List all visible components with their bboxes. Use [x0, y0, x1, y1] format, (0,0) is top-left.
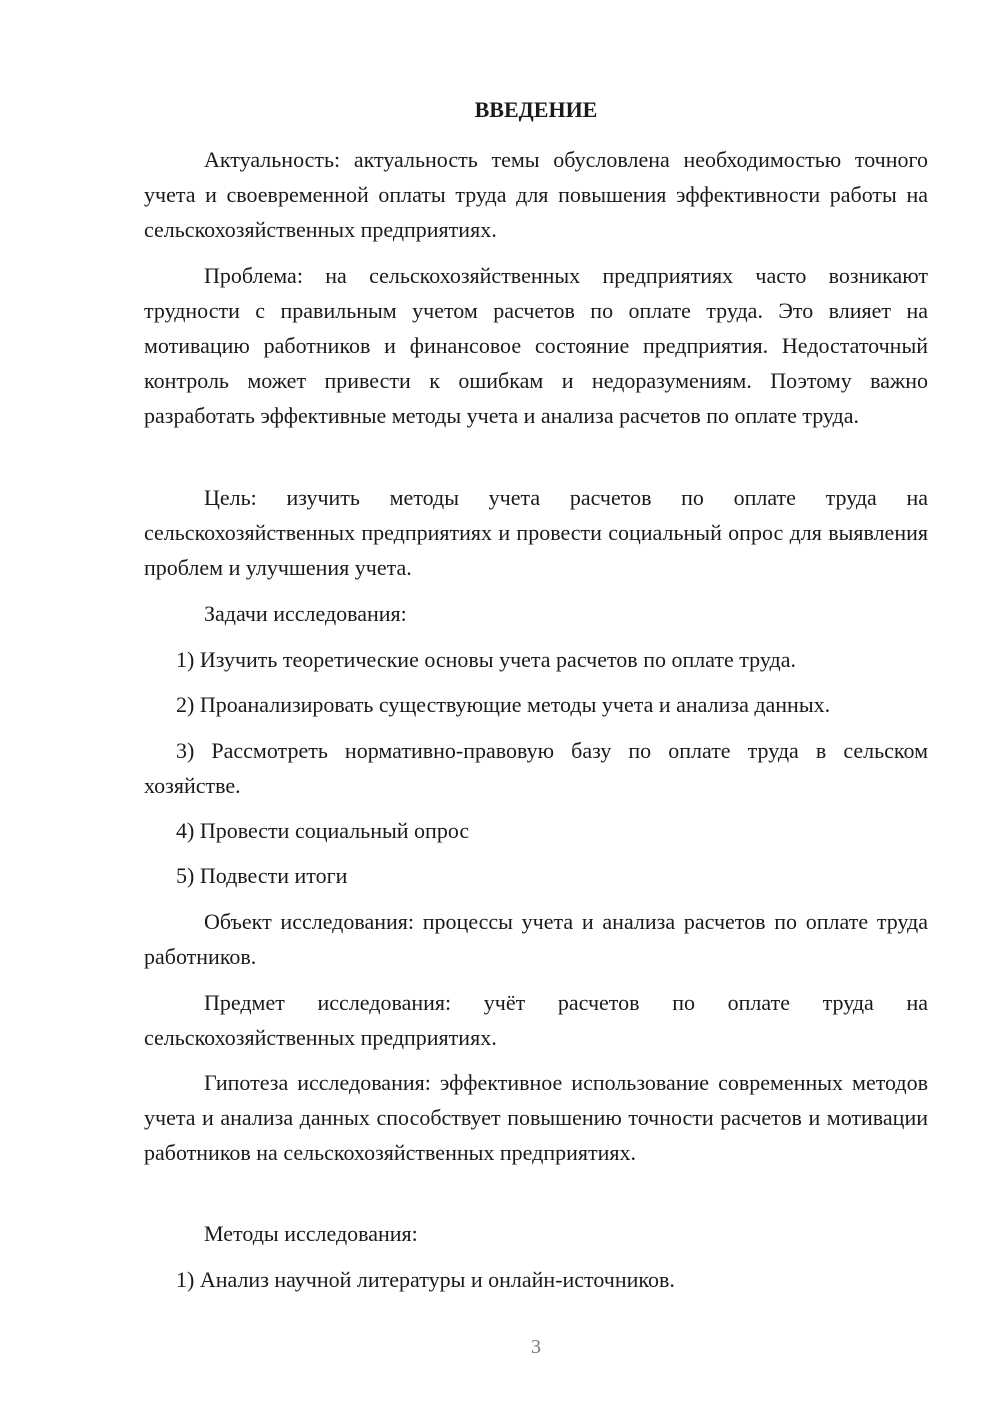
- task-item-2: 2) Проанализировать существующие методы учета и анализа данных.: [176, 692, 831, 717]
- paragraph-tasks-heading: Задачи исследования:: [204, 601, 407, 626]
- task-item-3: 3) Рассмотреть нормативно-правовую базу по оплате труда в сельском хозяйстве.: [144, 738, 928, 798]
- paragraph-methods-heading: Методы исследования:: [204, 1221, 418, 1246]
- paragraph-relevance: Актуальность: актуальность темы обусловлена необходимостью точного учета и своевременной оплаты труда для повышения эффективности работы на сельскохозяйственных предприятиях.: [144, 147, 928, 242]
- paragraph-subject: Предмет исследования: учёт расчетов по оплате труда на сельскохозяйственных предприятиях.: [144, 990, 928, 1050]
- task-item-5: 5) Подвести итоги: [176, 863, 348, 888]
- page-heading: ВВЕДЕНИЕ: [474, 97, 598, 122]
- page-number: 3: [531, 1336, 541, 1358]
- paragraph-problem: Проблема: на сельскохозяйственных предприятиях часто возникают трудности с правильным учетом расчетов по оплате труда. Это влияет на мотивацию работников и финансовое состояние предприятия. Недостаточный контроль может привести к ошибкам и недоразумениям. Поэтому важно разработать эффективные методы учета и анализа расчетов по оплате труда.: [144, 263, 928, 428]
- task-item-4: 4) Провести социальный опрос: [176, 818, 470, 843]
- task-item-1: 1) Изучить теоретические основы учета расчетов по оплате труда.: [176, 647, 796, 672]
- paragraph-goal: Цель: изучить методы учета расчетов по оплате труда на сельскохозяйственных предприятиях и провести социальный опрос для выявления проблем и улучшения учета.: [144, 485, 928, 580]
- paragraph-object: Объект исследования: процессы учета и анализа расчетов по оплате труда работников.: [144, 909, 928, 969]
- method-item-1: 1) Анализ научной литературы и онлайн-источников.: [176, 1267, 675, 1292]
- paragraph-hypothesis: Гипотеза исследования: эффективное использование современных методов учета и анализа данных способствует повышению точности расчетов и мотивации работников на сельскохозяйственных предприятиях.: [144, 1070, 928, 1165]
